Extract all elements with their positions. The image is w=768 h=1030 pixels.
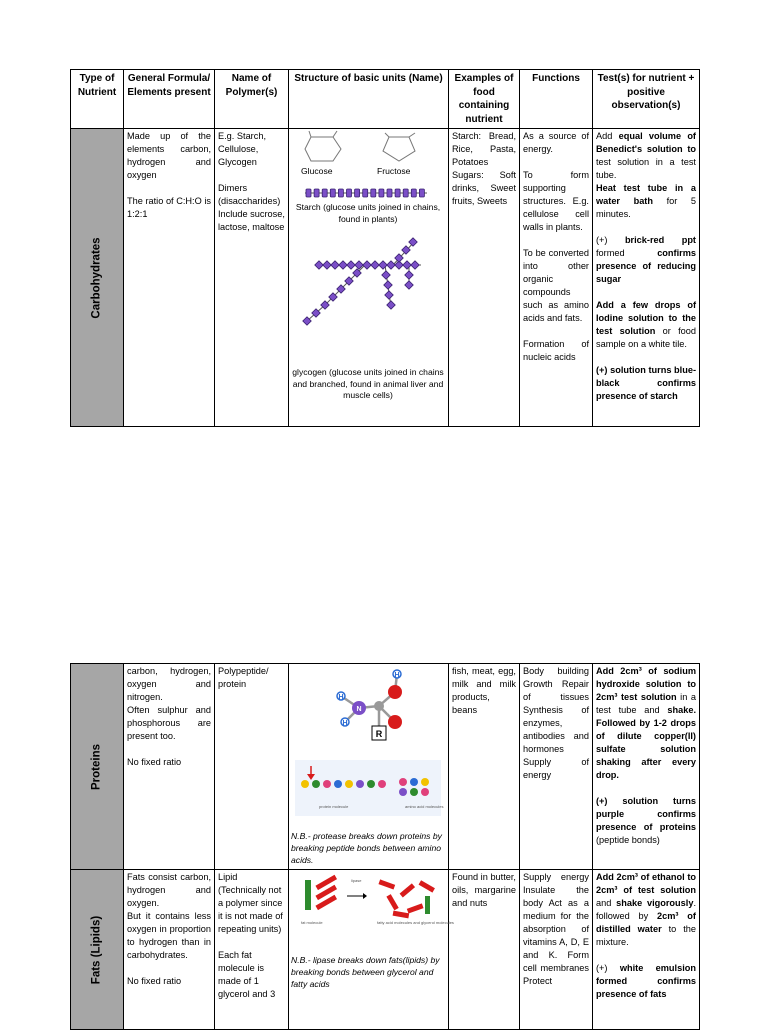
glucose-unit-icon: [403, 261, 411, 269]
glucose-label: Glucose: [301, 166, 333, 176]
products-label: fatty acid molecules and glycerol molecules: [377, 920, 454, 925]
formula-text: Made up of the elements carbon, hydrogen and oxygen: [127, 131, 211, 180]
lipase-label: lipase: [351, 878, 362, 883]
polymer-text: E.g. Starch, Cellulose, Glycogen: [218, 131, 267, 167]
starch-chain-icon: [303, 187, 429, 199]
proteins-row: [71, 664, 700, 870]
polymer-cell: [215, 870, 289, 1030]
glucose-unit-icon: [387, 261, 395, 269]
amino-acid-unit-icon: [367, 780, 375, 788]
proteins-fats-table: [70, 663, 700, 1030]
glucose-unit-icon: [405, 271, 413, 279]
amino-acid-unit-icon: [356, 780, 364, 788]
glucose-unit-icon: [322, 189, 327, 197]
fructose-structure-icon: [379, 133, 423, 165]
polymer-cell: [215, 129, 289, 427]
sulphur-text: Often sulphur and phosphorous are present too.: [127, 705, 211, 741]
glucose-unit-icon: [411, 261, 419, 269]
glycogen-branched-chain-icon: [303, 237, 429, 341]
fructose-label: Fructose: [377, 166, 411, 176]
ratio-text: No fixed ratio: [127, 757, 182, 767]
glucose-unit-icon: [382, 271, 390, 279]
glucose-unit-icon: [387, 301, 395, 309]
glucose-unit-icon: [347, 189, 352, 197]
functions-cell: [520, 664, 593, 870]
structure-cell: [289, 129, 449, 427]
glucose-unit-icon: [409, 238, 417, 246]
glucose-unit-icon: [363, 261, 371, 269]
amino-acid-unit-icon: [334, 780, 342, 788]
function-nucleic-acids: Formation of nucleic acids: [523, 339, 589, 362]
glucose-unit-icon: [306, 189, 311, 197]
amino-acid-unit-icon: [410, 788, 418, 796]
glucose-unit-icon: [347, 261, 355, 269]
iodine-test: Add a few drops of Iodine solution to the test solution or food sample on a white tile.: [596, 300, 696, 349]
functions-cell: [520, 129, 593, 427]
protein-digestion-diagram-icon: [295, 760, 444, 816]
hydrogen-label: H: [342, 720, 348, 727]
examples-cell: [449, 870, 520, 1030]
examples-text: Found in butter, oils, margarine and nuts: [452, 872, 516, 908]
hydrogen-label: H: [338, 694, 344, 701]
polymer-cell: [215, 664, 289, 870]
amino-acid-unit-icon: [323, 780, 331, 788]
type-cell-carbohydrates: [71, 129, 124, 427]
header-examples: Examples of food containing nutrient: [449, 70, 520, 129]
protein-result: (+) solution turns purple confirms presence of proteins (peptide bonds): [596, 796, 696, 845]
tests-cell: [593, 664, 700, 870]
formula-cell: [124, 870, 215, 1030]
type-cell-fats: [71, 870, 124, 1030]
fatty-acid-icon: [393, 911, 410, 919]
glucose-unit-icon: [338, 189, 343, 197]
formula-cell: [124, 664, 215, 870]
amino-acid-unit-icon: [410, 778, 418, 786]
heat-step: Heat test tube in a water bath for 5 minutes.: [596, 183, 696, 219]
tests-cell: [593, 870, 700, 1030]
glucose-unit-icon: [371, 189, 376, 197]
header-row: [71, 70, 700, 129]
glucose-unit-icon: [379, 261, 387, 269]
type-cell-proteins: [71, 664, 124, 870]
glucose-unit-icon: [411, 189, 416, 197]
glucose-unit-icon: [314, 189, 319, 197]
formula-cell: [124, 129, 215, 427]
glucose-unit-icon: [323, 261, 331, 269]
amino-acid-unit-icon: [312, 780, 320, 788]
glucose-unit-icon: [395, 189, 400, 197]
polymer-text: Polypeptide/ protein: [218, 666, 269, 689]
structure-cell: [289, 664, 449, 870]
starch-caption: Starch (glucose units joined in chains, found in plants): [295, 202, 441, 224]
function-energy: As a source of energy.: [523, 131, 589, 154]
nutrient-label-carbohydrates: Carbohydrates: [90, 236, 103, 319]
fat-digestion-diagram-icon: [295, 872, 454, 926]
glucose-unit-icon: [315, 261, 323, 269]
glucose-unit-icon: [403, 189, 408, 197]
fatty-acid-icon: [378, 879, 395, 889]
amino-acid-unit-icon: [421, 788, 429, 796]
nitrogen-label: N: [356, 706, 362, 713]
amino-acid-unit-icon: [399, 778, 407, 786]
fat-result: (+) white emulsion formed confirms presence of fats: [596, 963, 696, 999]
header-polymer: Name of Polymer(s): [215, 70, 289, 129]
fatty-acid-icon: [386, 894, 398, 910]
fat-molecule-text: Each fat molecule is made of 1 glycerol and 3: [218, 950, 276, 999]
fats-row: [71, 870, 700, 1030]
starch-examples: Starch: Bread, Rice, Pasta, Potatoes: [452, 131, 516, 167]
amino-acid-unit-icon: [378, 780, 386, 788]
function-conversion: To be converted into other organic compounds such as amino acids and fats.: [523, 248, 589, 323]
fatty-acid-icon: [407, 903, 424, 913]
ratio-text: No fixed ratio: [127, 976, 182, 986]
glycerol-icon: [305, 880, 311, 910]
examples-cell: [449, 129, 520, 427]
protease-note: N.B.- protease breaks down proteins by breaking peptide bonds between amino acids.: [291, 831, 442, 865]
glucose-unit-icon: [330, 189, 335, 197]
biuret-test: Add 2cm³ of sodium hydroxide solution to 2cm³ test solution in a test tube and shake. Followed by 1-2 drops of dilute copper(II) sulfate solution shaking after every drop.: [596, 666, 696, 780]
glucose-unit-icon: [384, 281, 392, 289]
functions-text: Body building Growth Repair of tissues Synthesis of enzymes, antibodies and hormones Supply of energy: [523, 666, 589, 780]
reducing-sugar-result: (+) brick-red ppt formed confirms presence of reducing sugar: [596, 235, 696, 284]
functions-cell: [520, 870, 593, 1030]
tests-cell: [593, 129, 700, 427]
hydrogen-label: H: [394, 672, 400, 679]
structure-cell: [289, 870, 454, 1030]
examples-cell: [449, 664, 520, 870]
amino-acid-unit-icon: [345, 780, 353, 788]
header-structure: Structure of basic units (Name): [289, 70, 449, 129]
glucose-unit-icon: [339, 261, 347, 269]
amino-acid-structure-icon: [311, 666, 431, 750]
glycogen-caption: glycogen (glucose units joined in chains and branched, found in animal liver and muscle cells): [292, 367, 444, 400]
amino-acid-molecules-label: amino acid molecules: [405, 804, 444, 809]
oxygen-proportion-text: But it contains less oxygen in proportion to hydrogen than in carbohydrates.: [127, 911, 211, 960]
polymer-text: Lipid (Technically not a polymer since it is not made of repeating units): [218, 872, 283, 934]
sugar-examples: Sugars: Soft drinks, Sweet fruits, Sweets: [452, 170, 516, 206]
glucose-unit-icon: [371, 261, 379, 269]
examples-text: fish, meat, egg, milk and milk products, beans: [452, 666, 516, 715]
glucose-unit-icon: [331, 261, 339, 269]
header-type: Type of Nutrient: [71, 70, 124, 129]
glucose-structure-icon: [303, 131, 347, 165]
amino-acid-unit-icon: [399, 788, 407, 796]
nutrient-label-fats: Fats (Lipids): [90, 915, 103, 984]
carbohydrates-row: [71, 129, 700, 427]
functions-text: Supply energy Insulate the body Act as a medium for the absorption of vitamins A, D, E and K. Form cell membranes Protect: [523, 872, 589, 986]
fatty-acid-icon: [400, 883, 415, 897]
header-tests: Test(s) for nutrient + positive observation(s): [593, 70, 700, 129]
amino-acid-unit-icon: [421, 778, 429, 786]
emulsion-test: Add 2cm³ of ethanol to 2cm³ of test solution and shake vigorously. followed by 2cm³ of distilled water to the mixture.: [596, 872, 696, 947]
carbohydrates-table: [70, 69, 700, 427]
formula-text: carbon, hydrogen, oxygen and nitrogen.: [127, 666, 211, 702]
function-structures: To form supporting structures. E.g. cellulose cell walls in plants.: [523, 170, 589, 232]
header-formula: General Formula/ Elements present: [124, 70, 215, 129]
nutrient-label-proteins: Proteins: [90, 743, 103, 790]
glucose-unit-icon: [387, 189, 392, 197]
lipase-note: N.B.- lipase breaks down fats(lipids) by breaking bonds between glycerol and fatty acids: [291, 955, 440, 989]
glucose-unit-icon: [385, 291, 393, 299]
dimers-text: Dimers (disaccharides) Include sucrose, lactose, maltose: [218, 183, 285, 232]
glucose-unit-icon: [355, 189, 360, 197]
starch-result: (+) solution turns blue-black confirms presence of starch: [596, 365, 696, 401]
fat-molecule-label: fat molecule: [301, 920, 323, 925]
glucose-unit-icon: [379, 189, 384, 197]
header-functions: Functions: [520, 70, 593, 129]
formula-text: Fats consist carbon, hydrogen and oxygen.: [127, 872, 211, 908]
fatty-acid-icon: [419, 880, 435, 892]
amino-acid-unit-icon: [301, 780, 309, 788]
benedicts-test: Add equal volume of Benedict's solution to test solution in a test tube.: [596, 131, 696, 180]
glycerol-icon: [425, 896, 430, 914]
glucose-unit-icon: [405, 281, 413, 289]
ratio-text: The ratio of C:H:O is 1:2:1: [127, 196, 211, 219]
protein-molecule-label: protein molecule: [319, 804, 349, 809]
glucose-unit-icon: [363, 189, 368, 197]
r-group-label: R: [375, 729, 383, 739]
glucose-unit-icon: [419, 189, 424, 197]
